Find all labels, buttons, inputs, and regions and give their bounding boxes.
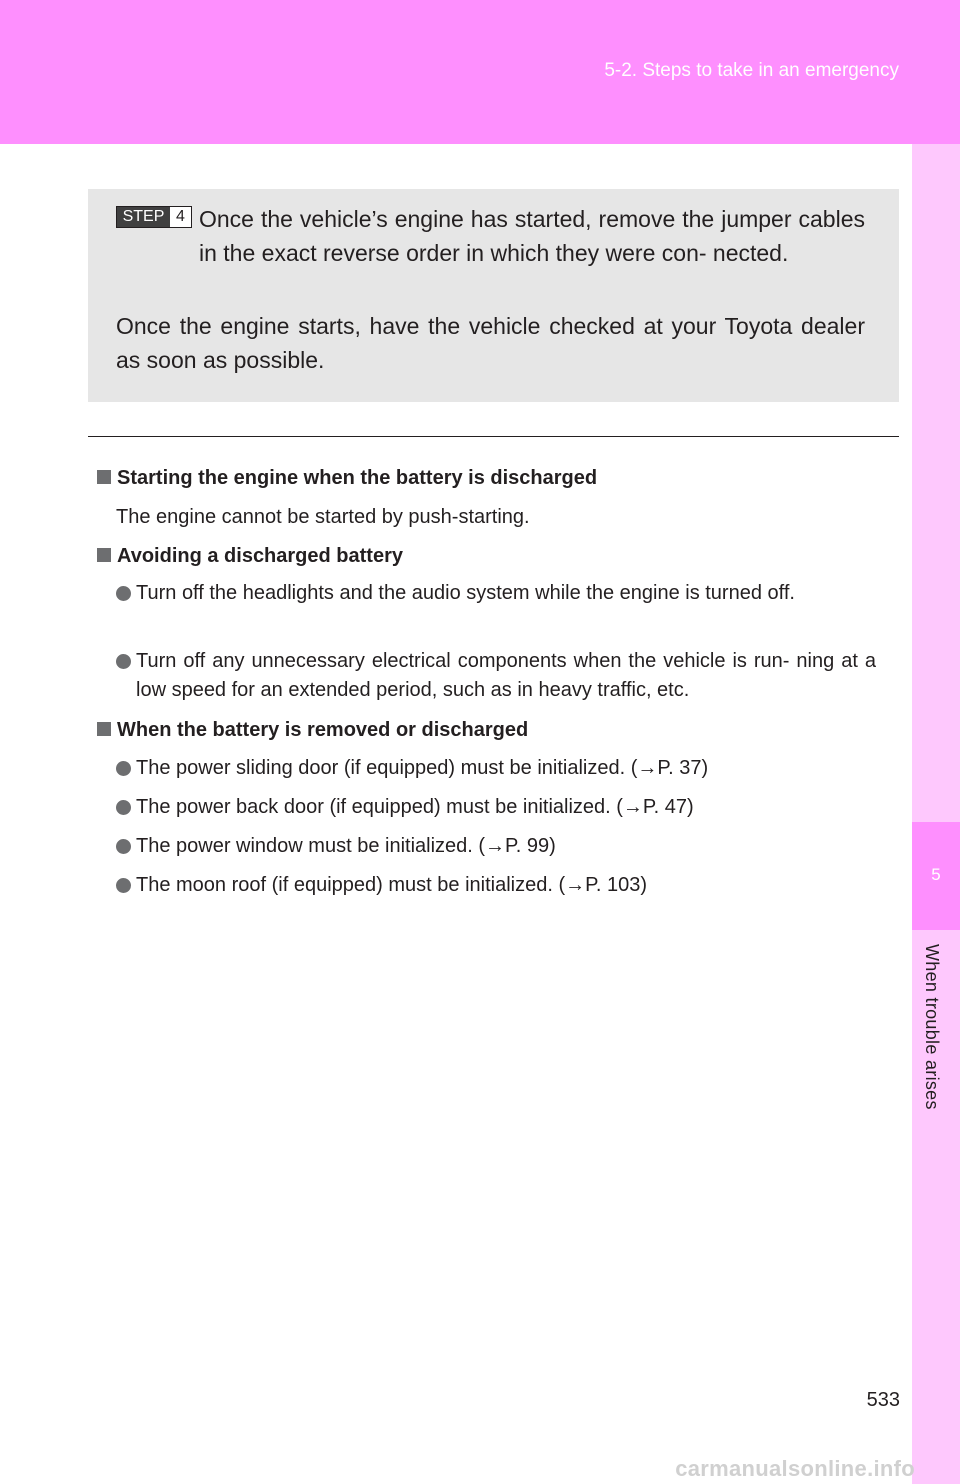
step-badge xyxy=(116,206,192,228)
circle-bullet-icon xyxy=(116,839,131,854)
square-bullet-icon xyxy=(97,548,111,562)
watermark: carmanualsonline.info xyxy=(675,1456,915,1481)
section-heading-text: Avoiding a discharged battery xyxy=(117,545,403,567)
chapter-number: 5 xyxy=(931,865,941,884)
section-heading xyxy=(97,716,528,744)
circle-bullet-icon xyxy=(116,878,131,893)
list-item xyxy=(116,647,876,705)
section-divider xyxy=(88,436,899,437)
chapter-label: When trouble arises xyxy=(922,944,942,1110)
list-item xyxy=(116,793,876,822)
square-bullet-icon xyxy=(97,470,111,484)
page-number: 533 xyxy=(866,1389,900,1411)
list-item xyxy=(116,871,876,900)
step-instruction: Once the vehicle’s engine has started, remove the jumper cables in the exact reverse order in which they were con- nected. xyxy=(199,206,865,266)
list-item-text: Turn off the headlights and the audio system while the engine is turned off. xyxy=(136,582,795,604)
step-badge-label: STEP xyxy=(117,207,170,227)
section-heading xyxy=(97,464,597,492)
section-heading xyxy=(97,542,403,570)
square-bullet-icon xyxy=(97,722,111,736)
list-item-text: The power sliding door (if equipped) must be initialized. (→P. 37) xyxy=(136,757,709,779)
list-item-text: Turn off any unnecessary electrical components when the vehicle is run- ning at a low speed for an extended period, such as in heavy traffic, etc. xyxy=(136,650,876,701)
list-item xyxy=(116,832,876,861)
step-badge-number: 4 xyxy=(176,208,185,225)
section-paragraph: The engine cannot be started by push-starting. xyxy=(116,506,530,528)
list-item-text: The moon roof (if equipped) must be initialized. (→P. 103) xyxy=(136,874,648,896)
section-heading-text: When the battery is removed or discharged xyxy=(117,719,529,741)
list-item xyxy=(116,754,876,783)
circle-bullet-icon xyxy=(116,654,131,669)
list-item xyxy=(116,579,876,608)
chapter-side-tab xyxy=(912,144,960,1484)
list-item-text: The power window must be initialized. (→P. 99) xyxy=(136,835,556,857)
section-heading-text: Starting the engine when the battery is discharged xyxy=(117,467,598,489)
list-item-text: The power back door (if equipped) must be initialized. (→P. 47) xyxy=(136,796,694,818)
circle-bullet-icon xyxy=(116,586,131,601)
page-header xyxy=(0,0,960,144)
section-title: 5-2. Steps to take in an emergency xyxy=(604,60,899,81)
circle-bullet-icon xyxy=(116,800,131,815)
step-note: Once the engine starts, have the vehicle checked at your Toyota dealer as soon as possible. xyxy=(116,313,865,373)
circle-bullet-icon xyxy=(116,761,131,776)
